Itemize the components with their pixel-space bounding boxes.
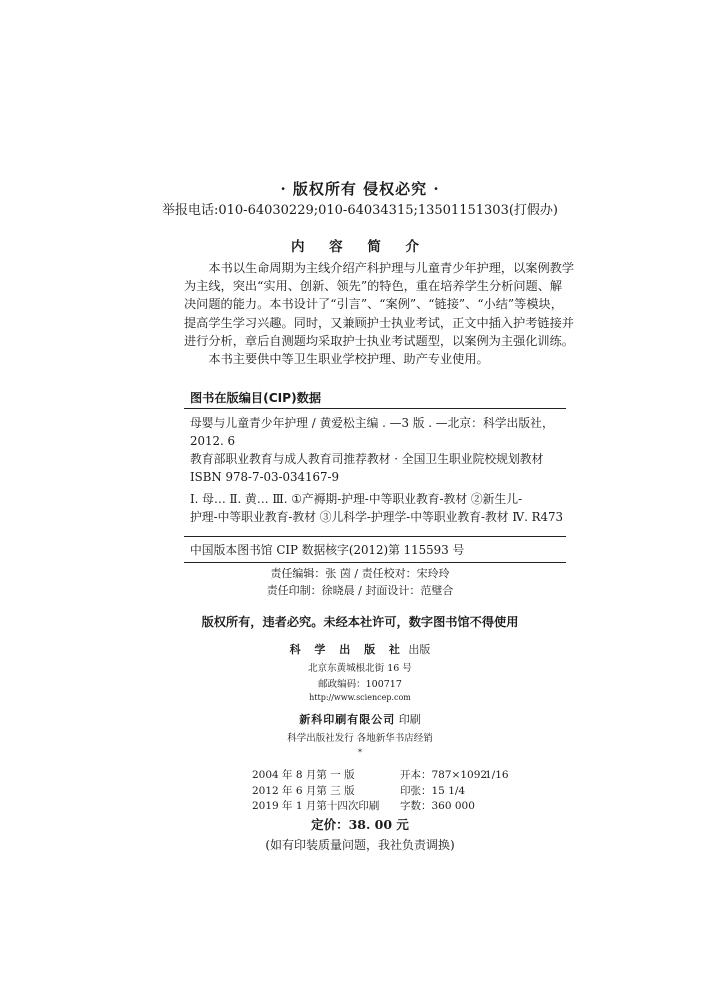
cip-middle-rule [184, 536, 566, 537]
printer-suffix: 印刷 [398, 713, 421, 726]
rights-notice: 版权所有，违者必究。未经本社许可，数字图书馆不得使用 [201, 615, 519, 629]
printer-name: 新科印刷有限公司 [299, 713, 396, 726]
cip-top-rule [184, 408, 566, 409]
publisher-suffix: 出版 [408, 643, 431, 656]
distribution-line: 科学出版社发行 各地新华书店经销 [287, 733, 433, 744]
edition-row [252, 768, 509, 784]
edition-spec: 字数：360 000 [400, 800, 475, 812]
publisher-postcode: 邮政编码：100717 [318, 679, 402, 690]
summary-heading: 内 容 简 介 [290, 239, 430, 255]
edition-row [252, 784, 509, 800]
report-hotline: 举报电话:010-64030229;010-64034315;13501151303(打假办) [161, 203, 558, 218]
edition-extra: 1/16 [485, 769, 509, 781]
edition-date: 2019 年 1 月第十四次印刷 [252, 800, 380, 812]
edition-table [252, 768, 509, 815]
cip-core-number-text: 中国版本图书馆 CIP 数据核字(2012)第 115593 号 [190, 543, 465, 557]
publisher-name: 科 学 出 版 社 [289, 643, 405, 656]
credits-line-1: 责任编辑：张 茵 / 责任校对：宋玲玲 [270, 567, 450, 580]
summary-paragraph-2: 本书主要供中等卫生职业学校护理、助产专业使用。 [208, 352, 489, 367]
cip-class-line-2: 护理-中等职业教育-教材 ③儿科学-护理学-中等职业教育-教材 Ⅳ. R473 [190, 510, 564, 524]
publisher-line [0, 641, 720, 657]
publisher-website: http://www.sciencep.com [309, 693, 411, 702]
cip-entry-line-3: 教育部职业教育与成人教育司推荐教材 · 全国卫生职业院校规划教材 [190, 452, 544, 466]
cip-entry-line-1: 母婴与儿童青少年护理 / 黄爱松主编 . —3 版 . —北京：科学出版社， [190, 416, 554, 430]
quality-note: (如有印装质量问题，我社负责调换) [265, 838, 455, 852]
copyright-title: · 版权所有 侵权必究 · [280, 180, 440, 198]
cip-entry-line-2: 2012. 6 [190, 434, 236, 448]
summary-text [184, 259, 574, 368]
edition-date: 2004 年 8 月第 一 版 [252, 769, 355, 781]
edition-spec: 开本：787×1092 [400, 769, 488, 781]
edition-date: 2012 年 6 月第 三 版 [252, 784, 355, 797]
edition-spec: 印张：15 1/4 [400, 784, 466, 797]
publisher-address: 北京东黄城根北街 16 号 [308, 663, 412, 674]
credits-line-2: 责任印制：徐晓晨 / 封面设计：范璧合 [266, 583, 454, 597]
cip-core-number [190, 541, 566, 559]
summary-paragraph-1: 本书以生命周期为主线介绍产科护理与儿童青少年护理，以案例教学为主线，突出“实用、创新、领先”的特色，重在培养学生分析问题、解决问题的能力。本书设计了“引言”、“案例”、“链接”、“小结”等模块，提高学生学习兴趣。同时，又兼顾护士执业考试，正文中插入护考链接并进行分析，章后自测题均采取护士执业考试题型，以案例为主强化训练。 [184, 261, 575, 348]
cip-isbn: ISBN 978-7-03-034167-9 [190, 470, 339, 484]
cip-classification [190, 490, 566, 526]
price: 定价：38. 00 元 [311, 817, 409, 832]
cip-entry [190, 414, 566, 486]
editorial-credits [0, 566, 720, 599]
cip-class-line-1: Ⅰ. 母… Ⅱ. 黄… Ⅲ. ①产褥期-护理-中等职业教育-教材 ②新生儿- [190, 492, 523, 506]
cip-bottom-rule [184, 562, 566, 563]
printer-line [0, 711, 720, 727]
edition-row [252, 799, 509, 815]
cip-heading: 图书在版编目(CIP)数据 [190, 391, 322, 405]
separator-asterisk: * [358, 748, 362, 757]
